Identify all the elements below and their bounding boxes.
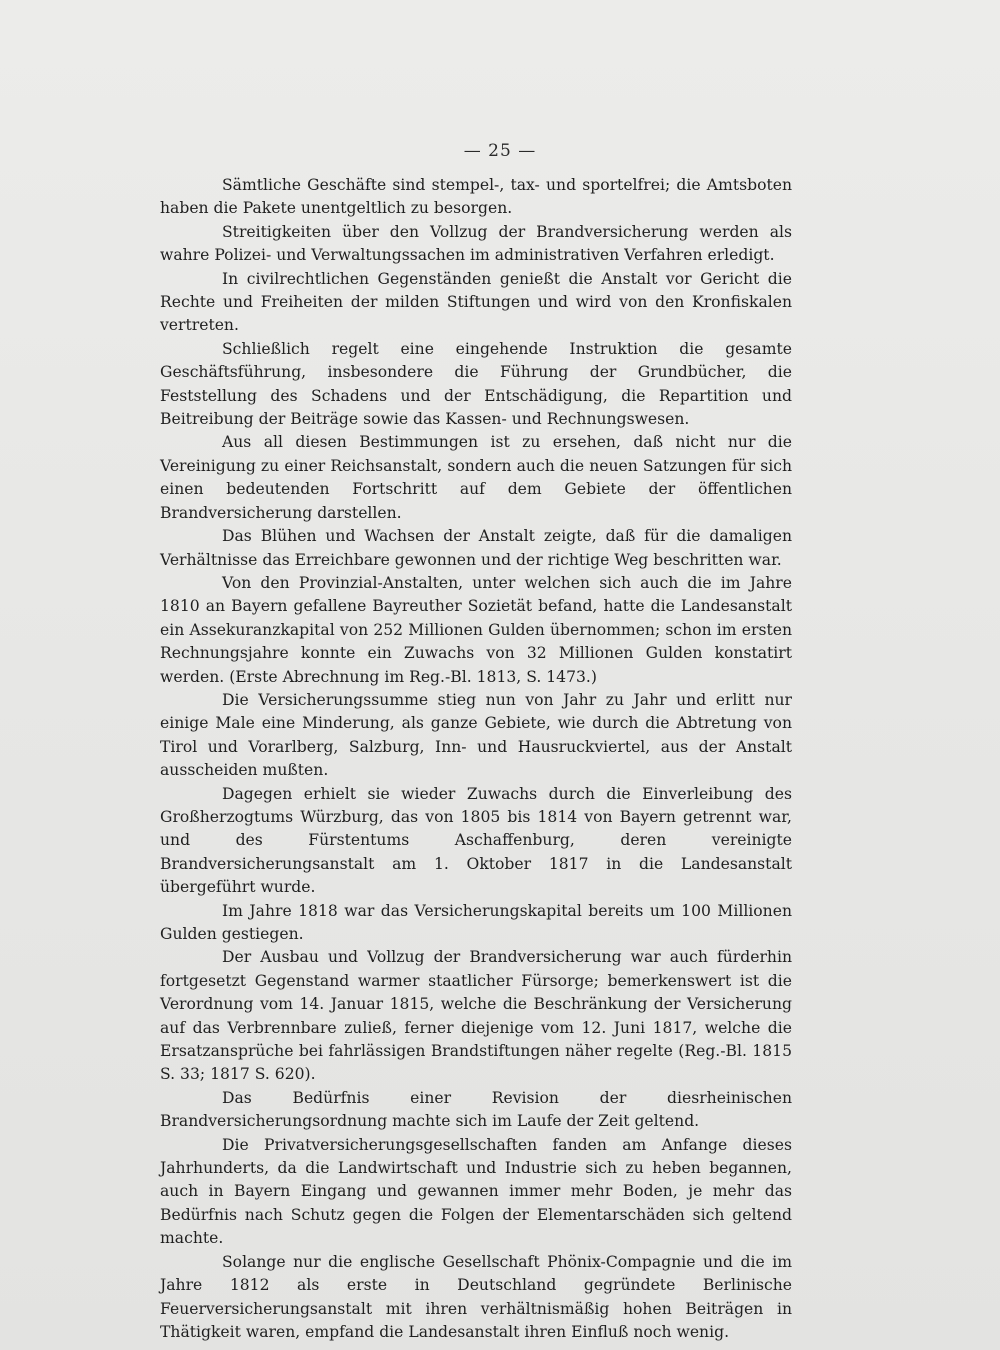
paragraph: Aus all diesen Bestimmungen ist zu ersehen, daß nicht nur die Vereinigung zu einer Reichsanstalt, sondern auch die neuen Satzungen für sich einen bedeutenden Fortschritt auf dem Gebiete der öffentlichen Brandversicherung darstellen. [160, 433, 792, 522]
paragraph: Von den Provinzial-Anstalten, unter welchen sich auch die im Jahre 1810 an Bayern gefallene Bayreuther Sozietät befand, hatte die Landesanstalt ein Assekuranzkapital von 252 Millionen Gulden übernommen; schon im ersten Rechnungsjahre konnte ein Zuwachs von 32 Millionen Gulden konstatirt werden. (Erste Abrechnung im Reg.-Bl. 1813, S. 1473.) [160, 573, 792, 686]
paragraph: Dagegen erhielt sie wieder Zuwachs durch die Einverleibung des Großherzogtums Würzburg, das von 1805 bis 1814 von Bayern getrennt war, und des Fürstentums Aschaffenburg, deren vereinigte Brandversicherungsanstalt am 1. Oktober 1817 in die Landesanstalt übergeführt wurde. [160, 784, 792, 897]
paragraph: Im Jahre 1818 war das Versicherungskapital bereits um 100 Millionen Gulden gestiegen. [160, 901, 792, 943]
paragraph: Der Ausbau und Vollzug der Brandversicherung war auch fürderhin fortgesetzt Gegenstand warmer staatlicher Fürsorge; bemerkenswert ist die Verordnung vom 14. Januar 1815, welche die Beschränkung der Versicherung auf das Verbrennbare zuließ, ferner diejenige vom 12. Juni 1817, welche die Ersatzansprüche bei fahrlässigen Brandstiftungen näher regelte (Reg.-Bl. 1815 S. 33; 1817 S. 620). [160, 948, 792, 1084]
body-text [160, 174, 792, 1344]
paragraph: Die Versicherungssumme stieg nun von Jahr zu Jahr und erlitt nur einige Male eine Minderung, als ganze Gebiete, wie durch die Abtretung von Tirol und Vorarlberg, Salzburg, Inn- und Hausruckviertel, aus der Anstalt ausscheiden mußten. [160, 690, 792, 780]
paragraph: Schließlich regelt eine eingehende Instruktion die gesamte Geschäftsführung, insbesondere die Führung der Grundbücher, die Feststellung des Schadens und der Entschädigung, die Repartition und Beitreibung der Beiträge sowie das Kassen- und Rechnungswesen. [160, 339, 792, 429]
paragraph: Die Privatversicherungsgesellschaften fanden am Anfange dieses Jahrhunderts, da die Landwirtschaft und Industrie sich zu heben begannen, auch in Bayern Eingang und gewannen immer mehr Boden, je mehr das Bedürfnis nach Schutz gegen die Folgen der Elementarschäden sich geltend machte. [160, 1135, 792, 1248]
paragraph: Solange nur die englische Gesellschaft Phönix-Compagnie und die im Jahre 1812 als erste in Deutschland gegründete Berlinische Feuerversicherungsanstalt mit ihren verhältnismäßig hohen Beiträgen in Thätigkeit waren, empfand die Landesanstalt ihren Einfluß noch wenig. [160, 1252, 792, 1341]
paragraph: Sämtliche Geschäfte sind stempel-, tax- und sportelfrei; die Amtsboten haben die Pakete unentgeltlich zu besorgen. [160, 176, 792, 218]
paragraph: In civilrechtlichen Gegenständen genießt die Anstalt vor Gericht die Rechte und Freiheiten der milden Stiftungen und wird von den Kronfiskalen vertreten. [160, 269, 792, 335]
page-number: — 25 — [463, 141, 537, 161]
paragraph: Das Blühen und Wachsen der Anstalt zeigte, daß für die damaligen Verhältnisse das Erreichbare gewonnen und der richtige Weg beschritten war. [160, 527, 792, 569]
paragraph: Streitigkeiten über den Vollzug der Brandversicherung werden als wahre Polizei- und Verwaltungssachen im administrativen Verfahren erledigt. [160, 222, 792, 265]
paragraph: Das Bedürfnis einer Revision der diesrheinischen Brandversicherungsordnung machte sich im Laufe der Zeit geltend. [160, 1088, 792, 1131]
